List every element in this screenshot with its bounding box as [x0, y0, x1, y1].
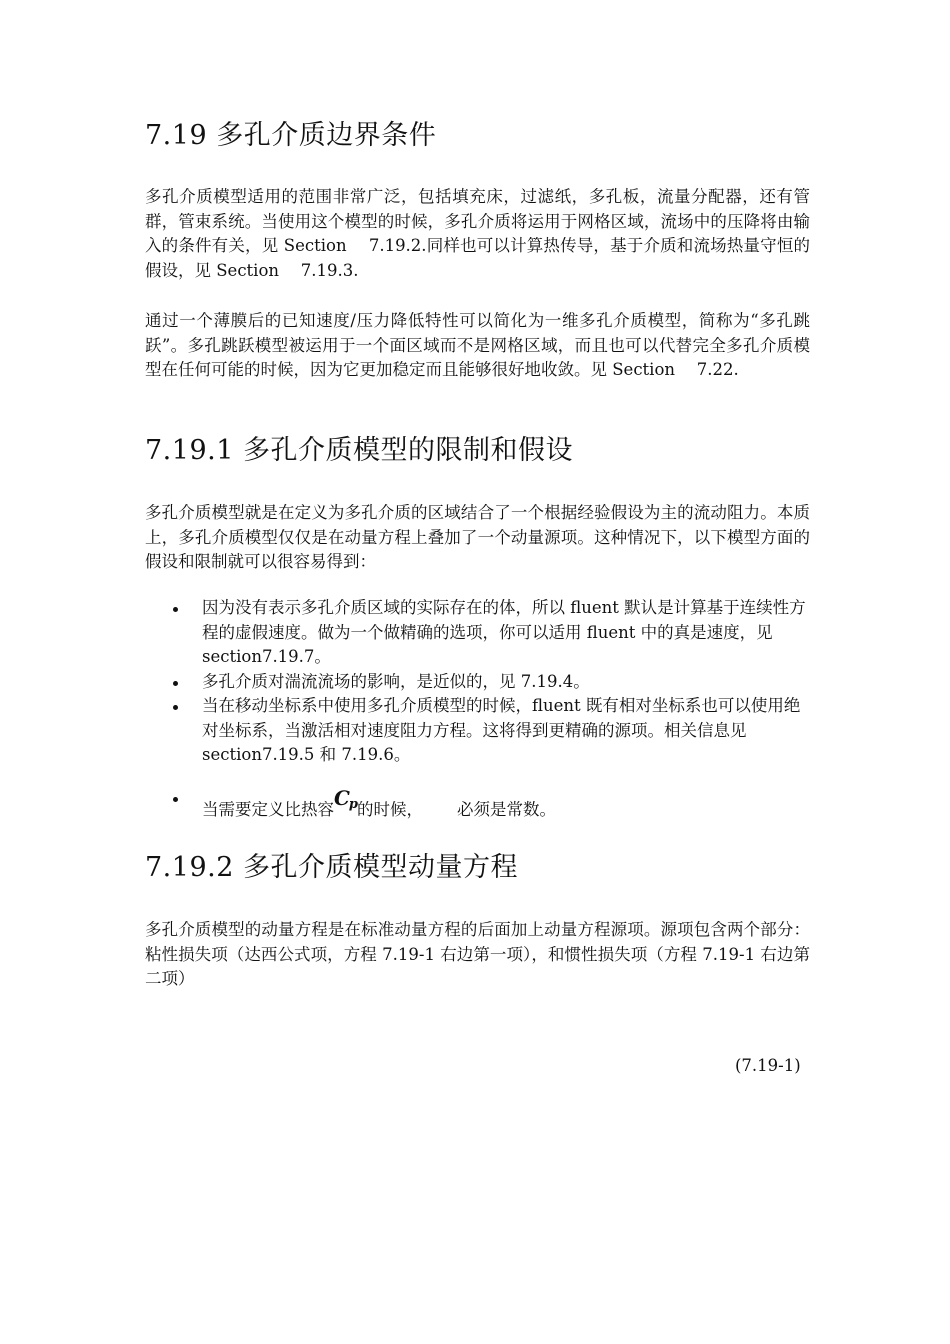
bullet-icon: [173, 705, 178, 710]
list-item: [145, 694, 810, 768]
bullet-icon: [173, 681, 178, 686]
list-item-text: 当在移动坐标系中使用多孔介质模型的时候，fluent 既有相对坐标系也可以使用绝对坐标系，当激活相对速度阻力方程。这将得到更精确的源项。相关信息见 section7.19.5 和 7.19.6。: [202, 696, 801, 764]
subsection-2-title: 7.19.2 多孔介质模型动量方程: [145, 852, 518, 883]
list-item: [145, 596, 810, 670]
list-item: [145, 670, 810, 695]
subsection-1-title: 7.19.1 多孔介质模型的限制和假设: [145, 435, 573, 466]
bullet-icon: [173, 797, 178, 802]
intro-paragraph-1: 多孔介质模型适用的范围非常广泛，包括填充床，过滤纸，多孔板，流量分配器，还有管群，管束系统。当使用这个模型的时候，多孔介质将运用于网格区域，流场中的压降将由输入的条件有关，见 Section 7.19.2.同样也可以计算热传导，基于介质和流场热量守恒的假设，见 Section 7.19.3.: [145, 187, 810, 280]
subsection-2-paragraph: 多孔介质模型的动量方程是在标准动量方程的后面加上动量方程源项。源项包含两个部分：粘性损失项（达西公式项，方程 7.19-1 右边第一项），和惯性损失项（方程 7.19-1 右边第二项）: [145, 920, 810, 988]
subsection-1-paragraph: 多孔介质模型就是在定义为多孔介质的区域结合了一个根据经验假设为主的流动阻力。本质上，多孔介质模型仅仅是在动量方程上叠加了一个动量源项。这种情况下，以下模型方面的假设和限制就可以很容易得到：: [145, 503, 810, 571]
section-title: 7.19 多孔介质边界条件: [145, 120, 437, 151]
intro-paragraph-2: 通过一个薄膜后的已知速度/压力降低特性可以简化为一维多孔介质模型，简称为“多孔跳跃”。多孔跳跃模型被运用于一个面区域而不是网格区域，而且也可以代替完全多孔介质模型在任何可能的时候，因为它更加稳定而且能够很好地收敛。见 Section 7.22.: [145, 311, 810, 379]
bullet-icon: [173, 607, 178, 612]
cp-symbol: $C_p$: [334, 785, 358, 812]
list-item-text-tail: 必须是常数。: [457, 799, 557, 819]
list-item-text-before: 当需要定义比热容: [202, 799, 334, 819]
equation-number: (7.19-1): [735, 1056, 801, 1075]
list-item: [145, 786, 810, 823]
list-item-text: 因为没有表示多孔介质区域的实际存在的体，所以 fluent 默认是计算基于连续性方程的虚假速度。做为一个做精确的选项，你可以适用 fluent 中的真是速度，见 section7.19.7。: [202, 598, 806, 666]
list-item-text-after: 的时候，: [357, 799, 424, 819]
assumptions-list: [145, 596, 810, 822]
list-item-text: 多孔介质对湍流流场的影响，是近似的，见 7.19.4。: [202, 671, 590, 691]
